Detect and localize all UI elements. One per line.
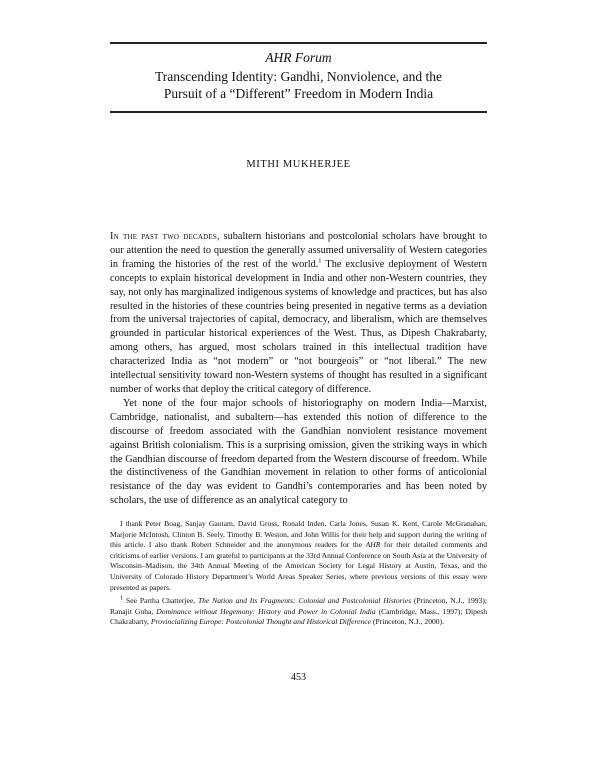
paragraph-1-text-b: The exclusive deployment of Western concepts to explain historical development in India and other non-Western countries, they say, not only has marginalized indigenous systems of knowledge and practices, but has also resulted in the histories of these countries being presented in negative terms as a deviation from the universal trajectories of capital, democracy, and liberalism, which are themselves grounded in particular historical experiences of the West. Thus, as Dipesh Chakrabarty, among others, has argued, most scholars trained in this intellectual tradition have characterized India as “not modern” or “not bourgeois” or “not liberal.” The new intellectual sensitivity toward non-Western systems of thought has resulted in a significant number of works that deploy the critical category of difference. — [110, 258, 487, 395]
article-body — [110, 230, 487, 508]
footnote-1-number: 1 — [120, 594, 124, 602]
book-title-1: The Nation and Its Fragments: Colonial and Postcolonial Histories — [197, 596, 412, 606]
paragraph-1-text-a: subaltern historians and postcolonial scholars have brought to our attention the need to question the generally assumed universality of Western categories in framing the histories of the rest of the world. — [110, 231, 487, 270]
footnote-ref-1[interactable]: 1 — [318, 257, 322, 265]
forum-label: AHR Forum — [265, 50, 332, 65]
title-rule — [110, 111, 487, 113]
book-title-2: Dominance without Hegemony: History and Power in Colonial India — [156, 606, 376, 616]
journal-name: AHR — [365, 540, 381, 550]
opening-small-caps: In the past two decades, — [110, 231, 220, 242]
title-line-1: Transcending Identity: Gandhi, Nonviolence, and the — [154, 69, 443, 84]
top-rule — [110, 42, 487, 44]
paragraph-2: Yet none of the four major schools of historiography on modern India—Marxist, Cambridge, nationalist, and subaltern—has extended this notion of difference to the discourse of freedom associated with the Gandhian nonviolent resistance movement against British colonialism. This is a surprising omission, given the striking ways in which the Gandhian discourse of freedom departed from the Western discourse of freedom. While the distinctiveness of the Gandhian movement in relation to other forms of anticolonial resistance of the day was evident to Gandhi’s contemporaries and has been noted by scholars, the use of difference as an analytical category to — [110, 397, 487, 507]
article-title — [110, 68, 487, 102]
acknowledgment-note: I thank Peter Boag, Sanjay Gautam, David Gross, Ronald Inden, Carla Jones, Susan K. Kent, Carole McGranahan, Marjorie McIntosh, Clinton B. Seely, Timothy B. Weston, and John Willis for their help and support during the writing of this article. I also thank Robert Schneider and the anonymous readers for the AHR for their detailed comments and criticisms of earlier versions. I am grateful to participants at the 33rd Annual Conference on South Asia at the University of Wisconsin–Madison, the 34th Annual Meeting of the American Society for Legal History at Austin, Texas, and the University of Colorado History Department’s World Areas Speaker Series, where previous versions of this essay were presented as papers. — [110, 519, 487, 592]
book-title-3: Provincializing Europe: Postcolonial Thought and Historical Difference — [150, 617, 372, 627]
title-line-2: Pursuit of a “Different” Freedom in Modern India — [163, 86, 434, 101]
paragraph-1 — [110, 230, 487, 397]
footnote-1: $^1$ See Partha Chatterjee, The Nation and Its Fragments: Colonial and Postcolonial Histories (Princeton, N.J., 1993); Ranajit Guha, Dominance without Hegemony: History and Power in Colonial India (Cambridge, Mass., 1997); Dipesh Chakrabarty, Provincializing Europe: Postcolonial Thought and Historical Difference (Princeton, N.J., 2000). — [110, 594, 487, 627]
author-name: MITHI MUKHERJEE — [246, 159, 351, 170]
page-number: 453 — [291, 672, 306, 683]
footnotes — [110, 519, 487, 628]
